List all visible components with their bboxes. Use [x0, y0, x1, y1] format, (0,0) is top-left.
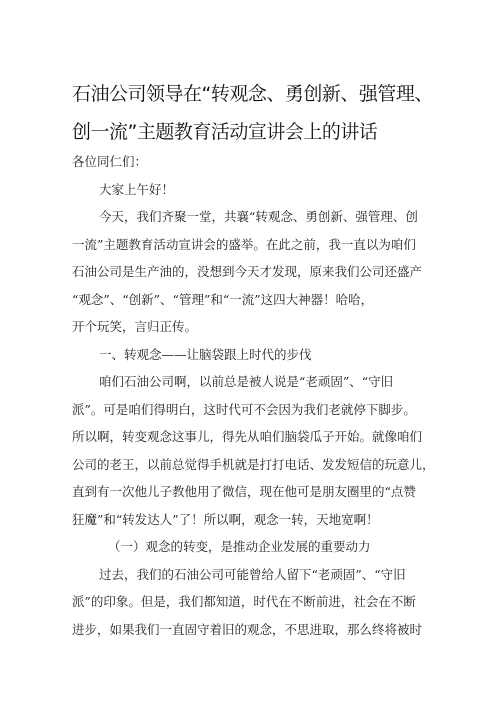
paragraph-line: 所以啊，转变观念这事儿，得先从咱们脑袋瓜子开始。就像咱们 — [72, 429, 423, 444]
paragraph-line: 咱们石油公司啊，以前总是被人说是“老顽固”、“守旧 — [99, 374, 394, 389]
paragraph-line: 过去，我们的石油公司可能曾给人留下“老顽固”、“守旧 — [99, 566, 406, 582]
paragraph-line: 派”的印象。但是，我们都知道，时代在不断前进，社会在不断 — [72, 594, 416, 609]
document-title-line-2: 创一流”主题教育活动宣讲会上的讲话 — [72, 121, 378, 143]
paragraph-line: 直到有一次他儿子教他用了微信，现在他可是朋友圈里的“点赞 — [72, 484, 416, 499]
greeting: 大家上午好！ — [99, 181, 175, 197]
paragraph-line: 派”。可是咱们得明白，这时代可不会因为我们老就停下脚步。 — [72, 401, 416, 417]
paragraph-line: 进步，如果我们一直固守着旧的观念，不思进取，那么终将被时 — [72, 621, 423, 637]
paragraph-line: “观念”、“创新”、“管理”和“一流”这四大神器！哈哈， — [72, 291, 374, 307]
paragraph-line: 今天，我们齐聚一堂，共襄“转观念、勇创新、强管理、创 — [99, 209, 418, 224]
paragraph-line: 开个玩笑，言归正传。 — [72, 319, 198, 334]
section-heading: 一、转观念——让脑袋跟上时代的步伐 — [99, 346, 312, 362]
subsection-heading: （一）观念的转变，是推动企业发展的重要动力 — [108, 539, 371, 554]
paragraph-line: 狂魔”和“转发达人”了！所以啊，观念一转，天地宽啊！ — [72, 511, 379, 527]
document-title-line-1: 石油公司领导在“转观念、勇创新、强管理、 — [72, 83, 433, 105]
paragraph-line: 公司的老王，以前总觉得手机就是打打电话、发发短信的玩意儿， — [72, 456, 435, 472]
document-body — [72, 148, 434, 643]
paragraph-line: 一流”主题教育活动宣讲会的盛举。在此之前，我一直以为咱们 — [72, 236, 416, 252]
salutation: 各位同仁们： — [72, 154, 148, 169]
paragraph-line: 石油公司是生产油的，没想到今天才发现，原来我们公司还盛产 — [72, 264, 423, 279]
